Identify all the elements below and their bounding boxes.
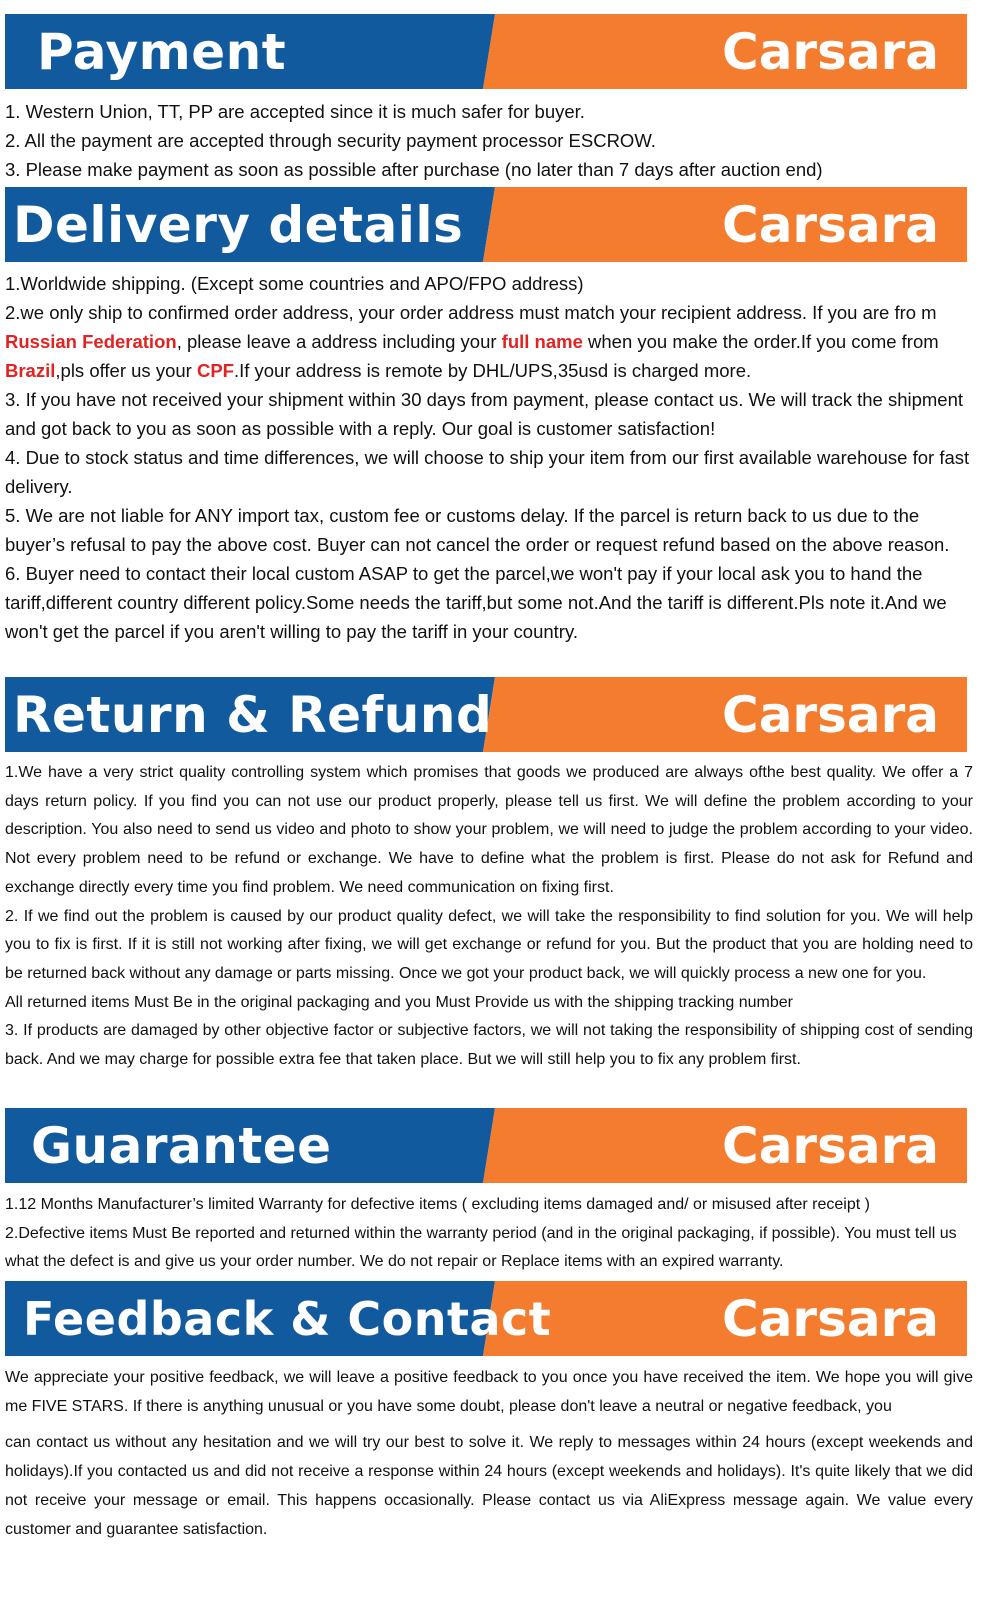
brand-logo-text: Carsara bbox=[722, 1289, 939, 1348]
payment-banner bbox=[5, 14, 967, 89]
text-span: when you make the order.If you come from bbox=[582, 331, 939, 352]
list-item: 2. All the payment are accepted through security payment processor ESCROW. bbox=[5, 130, 656, 151]
guarantee-banner bbox=[5, 1108, 967, 1183]
payment-title: Payment bbox=[37, 22, 287, 81]
text-span: 2.we only ship to confirmed order address, your order address must match your recipient address. If you are fro m bbox=[5, 302, 937, 323]
feedback-text bbox=[5, 1364, 973, 1544]
feedback-banner bbox=[5, 1281, 967, 1356]
feedback-paragraph: We appreciate your positive feedback, we will leave a positive feedback to you once you have received the item. We hope you will give me FIVE STARS. If there is anything unusual or you have some doubt, please don't leave a neutral or negative feedback, you bbox=[5, 1369, 973, 1415]
highlight-cpf: CPF bbox=[196, 360, 234, 381]
list-item: 1.Worldwide shipping. (Except some countries and APO/FPO address) bbox=[5, 273, 584, 294]
payment-list bbox=[5, 97, 973, 184]
list-item: 6. Buyer need to contact their local custom ASAP to get the parcel,we won't pay if your local ask you to hand the tariff,different country different policy.Some needs the tariff,but some not.And the tariff is different.Pls note it.And we won't get the parcel if you aren't willing to pay the tariff in your country. bbox=[5, 563, 947, 642]
list-item: 4. Due to stock status and time differences, we will choose to ship your item from our first available warehouse for fast delivery. bbox=[5, 447, 970, 497]
text-span: .If your address is remote by DHL/UPS,35usd is charged more. bbox=[233, 360, 752, 381]
text-span: , please leave a address including your bbox=[176, 331, 502, 352]
highlight-full-name: full name bbox=[501, 331, 583, 352]
guarantee-list bbox=[5, 1191, 973, 1277]
refund-title: Return & Refund bbox=[13, 685, 493, 744]
text-span: ,pls offer us your bbox=[55, 360, 197, 381]
delivery-banner bbox=[5, 187, 967, 262]
brand-logo-text: Carsara bbox=[722, 685, 939, 744]
brand-logo-text: Carsara bbox=[722, 22, 939, 81]
brand-logo-text: Carsara bbox=[722, 195, 939, 254]
delivery-list bbox=[5, 269, 973, 646]
list-item: 3. Please make payment as soon as possible after purchase (no later than 7 days after auction end) bbox=[5, 159, 823, 180]
refund-banner bbox=[5, 677, 967, 752]
list-item: 1.We have a very strict quality controlling system which promises that goods we produced are always ofthe best quality. We offer a 7 days return policy. If you find you can not use our product properly, please tell us first. We will define the problem according to your description. You also need to send us video and photo to show your problem, we will need to judge the problem according to your video. Not every problem need to be refund or exchange. We have to define what the problem is first. Please do not ask for Refund and exchange directly every time you find problem. We need communication on fixing first. bbox=[5, 764, 973, 896]
brand-logo-text: Carsara bbox=[722, 1116, 939, 1175]
delivery-title: Delivery details bbox=[13, 195, 464, 254]
feedback-paragraph: can contact us without any hesitation and we will try our best to solve it. We reply to messages within 24 hours (except weekends and holidays).If you contacted us and did not receive a response within 24 hours (except weekends and holidays). It's quite likely that we did not receive your message or email. This happens occasionally. Please contact us via AliExpress message again. We value every customer and guarantee satisfaction. bbox=[5, 1434, 973, 1538]
list-item: 1. Western Union, TT, PP are accepted since it is much safer for buyer. bbox=[5, 101, 585, 122]
list-item: 3. If you have not received your shipment within 30 days from payment, please contact us. We will track the shipment and got back to you as soon as possible with a reply. Our goal is customer satisfaction! bbox=[5, 389, 964, 439]
list-item: 2.Defective items Must Be reported and returned within the warranty period (and in the original packaging, if possible). You must tell us what the defect is and give us your order number. We do not repair or Replace items with an expired warranty. bbox=[5, 1224, 957, 1271]
list-item: 2. If we find out the problem is caused by our product quality defect, we will take the responsibility to find solution for you. We will help you to fix is first. If it is still not working after fixing, we will get exchange or refund for you. But the product that you are holding need to be returned back without any damage or parts missing. Once we got your product back, we will quickly process a new one for you. bbox=[5, 907, 973, 982]
refund-list bbox=[5, 759, 973, 1075]
highlight-brazil: Brazil bbox=[5, 360, 56, 381]
list-item bbox=[5, 298, 973, 385]
highlight-russian-federation: Russian Federation bbox=[5, 331, 177, 352]
list-item: 1.12 Months Manufacturer’s limited Warranty for defective items ( excluding items damaged and/ or misused after receipt ) bbox=[5, 1196, 870, 1213]
feedback-title: Feedback & Contact bbox=[23, 1291, 552, 1346]
refund-note: All returned items Must Be in the original packaging and you Must Provide us with the shipping tracking number bbox=[5, 993, 793, 1011]
guarantee-title: Guarantee bbox=[31, 1116, 332, 1175]
list-item: 3. If products are damaged by other objective factor or subjective factors, we will not taking the responsibility of shipping cost of sending back. And we may charge for possible extra fee that taken place. But we will still help you to fix any problem first. bbox=[5, 1022, 973, 1069]
list-item: 5. We are not liable for ANY import tax, custom fee or customs delay. If the parcel is return back to us due to the buyer’s refusal to pay the above cost. Buyer can not cancel the order or request refund based on the above reason. bbox=[5, 505, 950, 555]
